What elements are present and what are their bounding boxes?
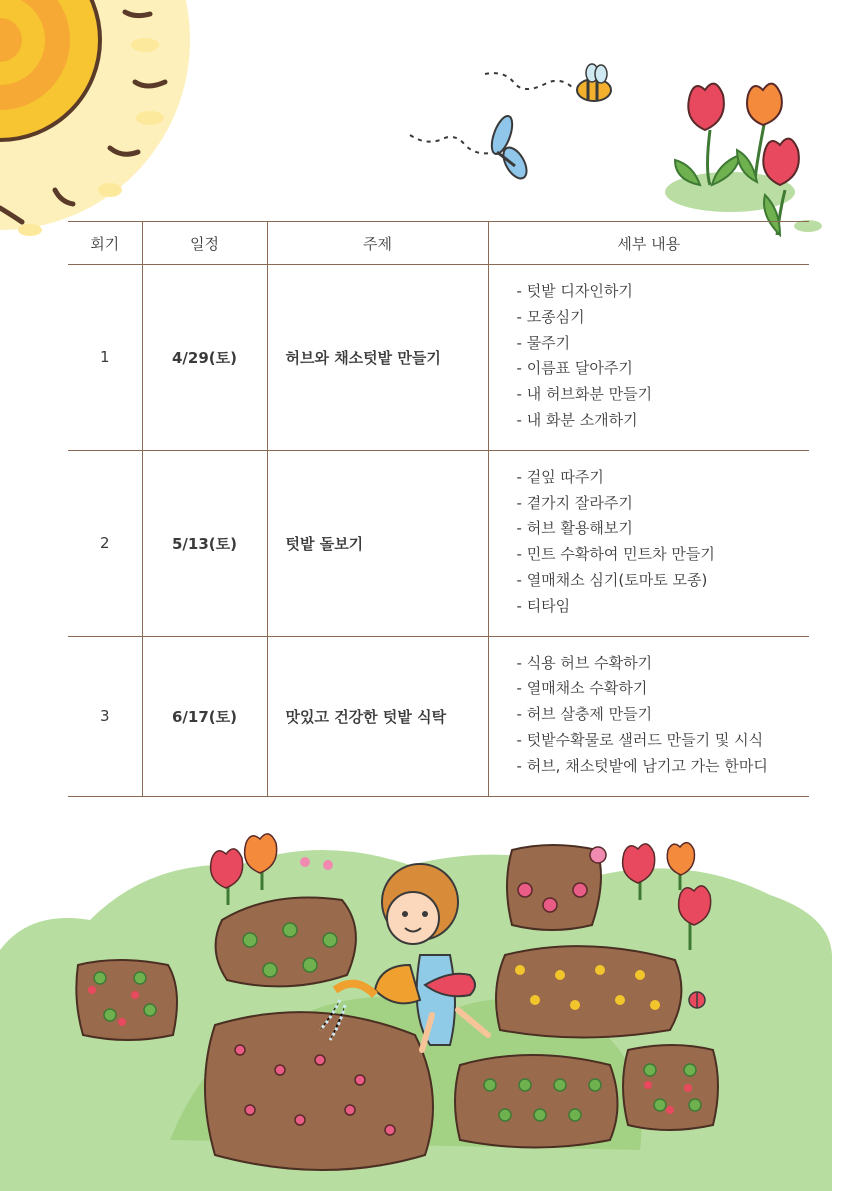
detail-item: - 물주기: [517, 331, 810, 357]
detail-item: - 민트 수확하여 민트차 만들기: [517, 542, 810, 568]
header-date: 일정: [142, 222, 267, 265]
detail-item: - 모종심기: [517, 305, 810, 331]
detail-item: - 티타임: [517, 594, 810, 620]
topic-cell: 허브와 채소텃밭 만들기: [267, 265, 488, 451]
details-cell: [488, 450, 809, 636]
date-cell: 4/29(토): [142, 265, 267, 451]
round-cell: 1: [68, 265, 142, 451]
table-row: [68, 636, 809, 796]
round-cell: 3: [68, 636, 142, 796]
detail-item: - 식용 허브 수확하기: [517, 651, 810, 677]
header-round: 회기: [68, 222, 142, 265]
sun-illustration: [0, 0, 190, 236]
details-cell: [488, 265, 809, 451]
detail-item: - 허브 살충제 만들기: [517, 702, 810, 728]
table-row: [68, 450, 809, 636]
detail-item: - 곁가지 잘라주기: [517, 491, 810, 517]
details-cell: [488, 636, 809, 796]
date-cell: 5/13(토): [142, 450, 267, 636]
topic-cell: 맛있고 건강한 텃밭 식탁: [267, 636, 488, 796]
butterfly-illustration: [410, 113, 531, 182]
detail-item: - 열매채소 수확하기: [517, 676, 810, 702]
round-cell: 2: [68, 450, 142, 636]
header-topic: 주제: [267, 222, 488, 265]
table-header: [68, 222, 809, 265]
detail-item: - 겉잎 따주기: [517, 465, 810, 491]
ladybug-illustration: [689, 992, 705, 1008]
detail-item: - 내 허브화분 만들기: [517, 382, 810, 408]
schedule-table: [68, 221, 809, 797]
detail-item: - 허브, 채소텃밭에 남기고 가는 한마디: [517, 754, 810, 780]
detail-item: - 이름표 달아주기: [517, 356, 810, 382]
topic-cell: 텃밭 돌보기: [267, 450, 488, 636]
garden-illustration: [0, 810, 842, 1191]
detail-item: - 열매채소 심기(토마토 모종): [517, 568, 810, 594]
header-details: 세부 내용: [488, 222, 809, 265]
detail-item: - 내 화분 소개하기: [517, 408, 810, 434]
detail-item: - 허브 활용해보기: [517, 516, 810, 542]
table-row: [68, 265, 809, 451]
tulips-illustration: [665, 84, 822, 235]
bee-illustration: [485, 64, 611, 101]
date-cell: 6/17(토): [142, 636, 267, 796]
detail-item: - 텃밭수확물로 샐러드 만들기 및 시식: [517, 728, 810, 754]
detail-item: - 텃밭 디자인하기: [517, 279, 810, 305]
